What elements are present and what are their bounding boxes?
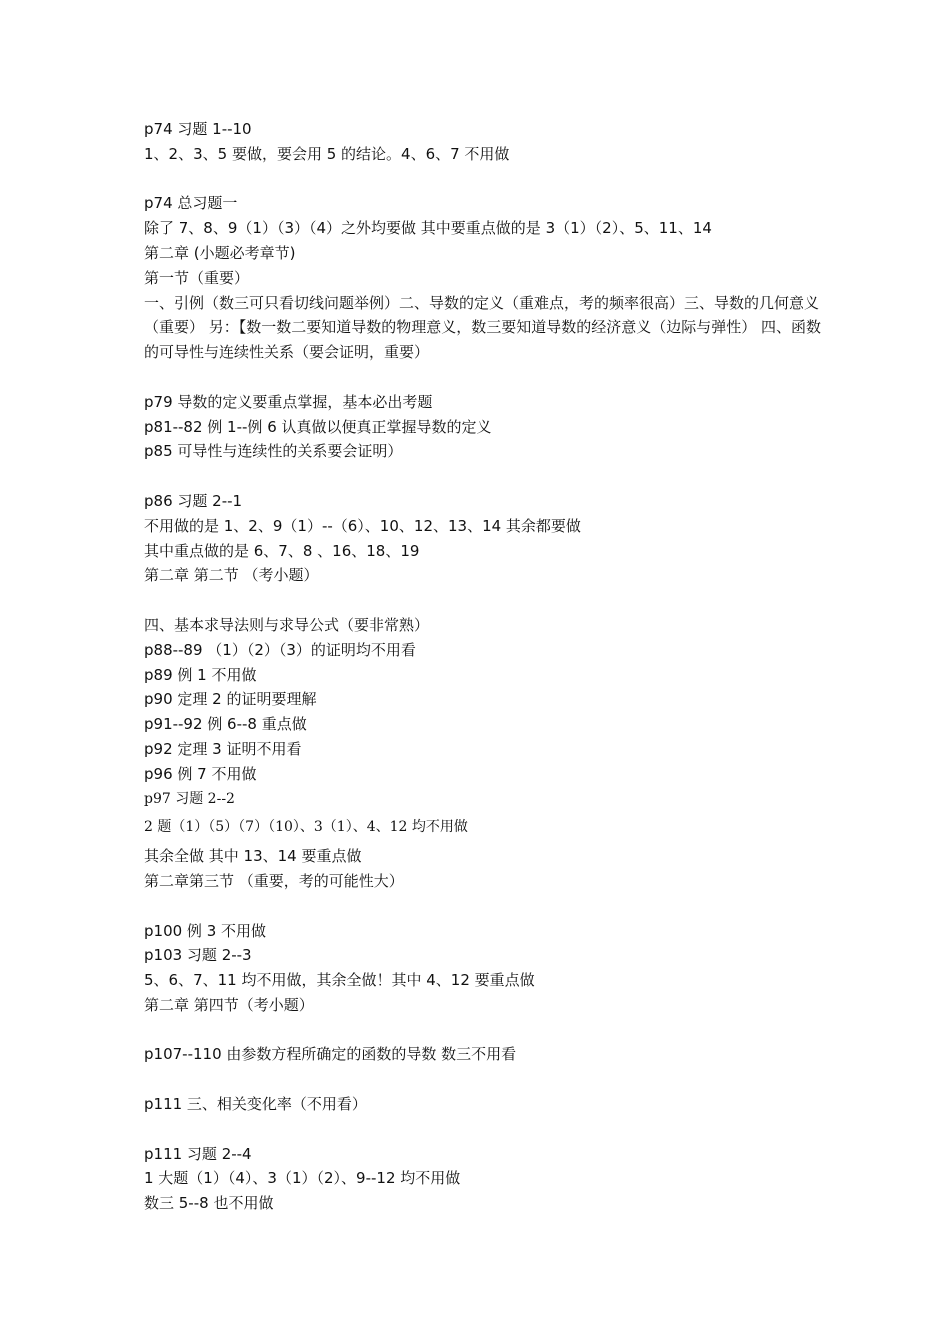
text-paragraph: 一、引例（数三可只看切线问题举例）二、导数的定义（重难点，考的频率很高）三、导数的几何意义（重要） 另：【数一数二要知道导数的物理意义，数三要知道导数的经济意义（边际与弹性） 四、函数的可导性与连续性关系（要会证明，重要） [144, 293, 822, 362]
blank-line [144, 894, 824, 919]
blank-line [144, 588, 824, 613]
text-line: p103 习题 2--3 [144, 946, 252, 965]
text-line: p100 例 3 不用做 [144, 921, 266, 940]
text-line: 1 大题（1）（4）、3（1）（2）、9--12 均不用做 [144, 1169, 461, 1188]
text-line: p96 例 7 不用做 [144, 764, 257, 783]
text-line: p74 习题 1--10 [144, 120, 252, 138]
text-line: 5、6、7、11 均不用做，其余全做！其中 4、12 要重点做 [144, 971, 535, 990]
text-line: p111 习题 2--4 [144, 1144, 252, 1163]
blank-line [144, 1018, 824, 1043]
text-line: p88--89 （1）（2）（3）的证明均不用看 [144, 640, 416, 659]
text-line: p90 定理 2 的证明要理解 [144, 690, 317, 709]
blank-line [144, 365, 824, 390]
text-line: p79 导数的定义要重点掌握，基本必出考题 [144, 392, 433, 411]
text-line: p85 可导性与连续性的关系要会证明） [144, 442, 403, 461]
text-line: p111 三、相关变化率（不用看） [144, 1095, 367, 1114]
text-line: p91--92 例 6--8 重点做 [144, 715, 307, 734]
blank-line [144, 464, 824, 489]
text-line: p86 习题 2--1 [144, 491, 243, 510]
text-line: p89 例 1 不用做 [144, 665, 257, 684]
text-line: 不用做的是 1、2、9（1）--（6）、10、12、13、14 其余都要做 [144, 516, 581, 535]
chapter-heading: 第二章第三节 （重要，考的可能性大） [144, 871, 404, 890]
blank-line [144, 1117, 824, 1142]
text-line: 其中重点做的是 6、7、8 、16、18、19 [144, 541, 420, 560]
text-line: p97 习题 2--2 [144, 790, 235, 807]
text-line: p81--82 例 1--例 6 认真做以便真正掌握导数的定义 [144, 417, 492, 436]
text-line: p107--110 由参数方程所确定的函数的导数 数三不用看 [144, 1045, 517, 1064]
text-line: 1、2、3、5 要做，要会用 5 的结论。4、6、7 不用做 [144, 144, 510, 163]
text-line: 其余全做 其中 13、14 要重点做 [144, 847, 362, 866]
document-body [144, 117, 824, 1216]
text-line: 数三 5--8 也不用做 [144, 1194, 274, 1213]
section-heading: 第一节（重要） [144, 268, 250, 287]
chapter-heading: 第二章 第二节 （考小题） [144, 566, 319, 585]
text-line: 除了 7、8、9（1）（3）（4）之外均要做 其中要重点做的是 3（1）（2）、5、11、14 [144, 219, 712, 238]
chapter-heading: 第二章 (小题必考章节) [144, 243, 296, 262]
text-line: 2 题（1）（5）（7）（10）、3（1）、4、12 均不用做 [144, 819, 468, 836]
text-line: p74 总习题一 [144, 194, 238, 213]
blank-line [144, 1067, 824, 1092]
section-heading: 四、基本求导法则与求导公式（要非常熟） [144, 615, 430, 634]
blank-line [144, 167, 824, 192]
chapter-heading: 第二章 第四节（考小题） [144, 995, 314, 1014]
text-line: p92 定理 3 证明不用看 [144, 739, 302, 758]
